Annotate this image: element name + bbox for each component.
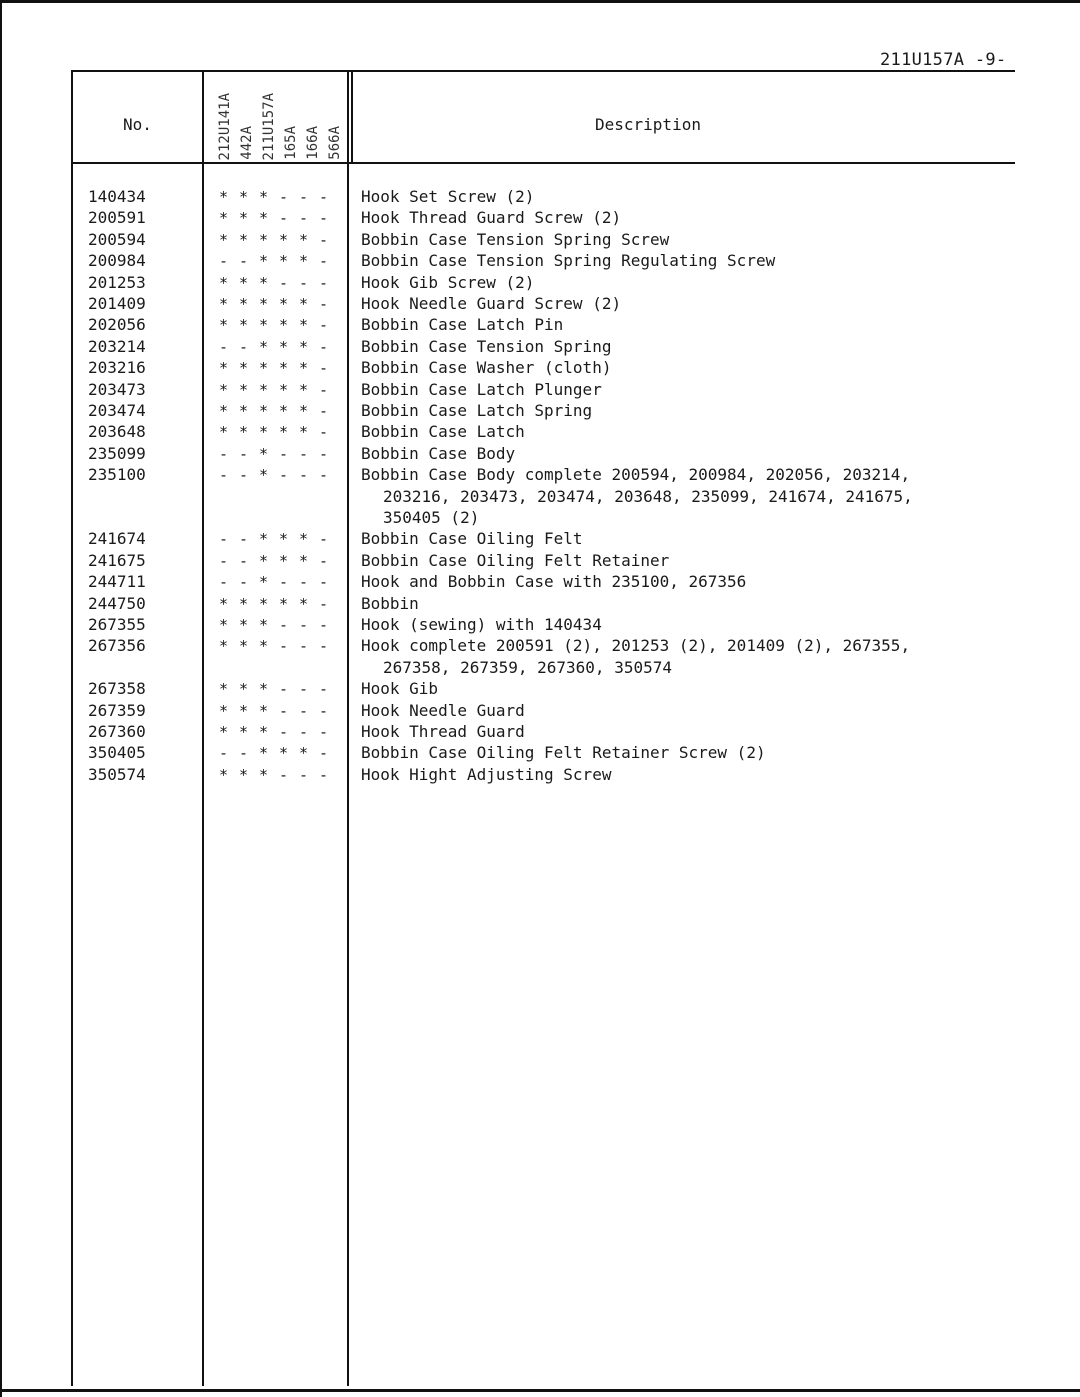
- model-label: 212U141A: [217, 92, 233, 160]
- model-label: 442A: [239, 126, 255, 160]
- applicability-mark: *: [259, 380, 269, 399]
- applicability-mark: *: [259, 359, 269, 378]
- header-models: [216, 80, 346, 160]
- applicability-mark: *: [239, 316, 249, 335]
- part-description: Hook Needle Guard Screw (2): [361, 294, 622, 313]
- applicability-mark: *: [299, 359, 309, 378]
- applicability-mark: *: [259, 273, 269, 292]
- header-description: Description: [595, 115, 701, 134]
- applicability-mark: -: [319, 594, 329, 613]
- applicability-mark: *: [239, 273, 249, 292]
- part-number: 202056: [88, 315, 146, 335]
- applicability-mark: *: [219, 616, 229, 634]
- column-divider-description-header: [351, 70, 353, 163]
- part-number: 241674: [88, 529, 146, 549]
- applicability-mark: *: [219, 209, 229, 228]
- applicability-mark: *: [239, 188, 249, 206]
- model-applicability: [219, 314, 339, 336]
- model-applicability: [219, 357, 339, 379]
- applicability-mark: -: [319, 680, 329, 699]
- applicability-mark: -: [319, 530, 329, 549]
- applicability-mark: -: [299, 188, 309, 206]
- part-number: 350574: [88, 764, 146, 784]
- applicability-mark: -: [299, 765, 309, 784]
- applicability-mark: *: [279, 230, 289, 249]
- applicability-mark: *: [299, 744, 309, 763]
- applicability-mark: -: [319, 423, 329, 442]
- applicability-mark: *: [219, 230, 229, 249]
- part-number: 267358: [88, 679, 146, 699]
- applicability-mark: *: [239, 616, 249, 634]
- part-number: 203214: [88, 336, 146, 356]
- part-description: Hook Thread Guard Screw (2): [361, 208, 622, 228]
- part-number: 267360: [88, 722, 146, 741]
- part-number: 267355: [88, 615, 146, 634]
- applicability-mark: *: [299, 230, 309, 249]
- model-applicability: [219, 229, 339, 251]
- applicability-mark: -: [319, 230, 329, 249]
- applicability-mark: *: [219, 273, 229, 292]
- applicability-mark: -: [279, 765, 289, 784]
- applicability-mark: *: [259, 466, 269, 485]
- applicability-mark: *: [259, 316, 269, 335]
- applicability-mark: *: [259, 594, 269, 613]
- applicability-mark: -: [279, 444, 289, 463]
- applicability-mark: -: [219, 551, 229, 570]
- applicability-mark: *: [259, 616, 269, 634]
- applicability-mark: *: [259, 701, 269, 720]
- part-description: Hook complete 200591 (2), 201253 (2), 201409 (2), 267355,: [361, 636, 911, 656]
- applicability-mark: *: [239, 594, 249, 613]
- model-applicability: [219, 571, 339, 593]
- applicability-mark: *: [279, 337, 289, 356]
- applicability-mark: -: [239, 573, 249, 592]
- part-number: 244711: [88, 572, 146, 592]
- applicability-mark: *: [259, 444, 269, 463]
- applicability-mark: -: [319, 188, 329, 206]
- applicability-mark: -: [299, 209, 309, 228]
- applicability-mark: *: [219, 380, 229, 399]
- applicability-mark: -: [239, 444, 249, 463]
- applicability-mark: -: [219, 744, 229, 763]
- part-description: Bobbin Case Body: [361, 443, 516, 463]
- applicability-mark: -: [299, 273, 309, 292]
- applicability-mark: *: [239, 723, 249, 741]
- applicability-mark: -: [319, 273, 329, 292]
- applicability-mark: -: [279, 616, 289, 634]
- part-number: 200591: [88, 208, 146, 228]
- part-description: Hook Set Screw (2): [361, 187, 535, 206]
- applicability-mark: -: [319, 637, 329, 656]
- applicability-mark: -: [279, 188, 289, 206]
- model-applicability: [219, 186, 339, 208]
- applicability-mark: *: [219, 359, 229, 378]
- applicability-mark: -: [279, 573, 289, 592]
- applicability-mark: -: [299, 680, 309, 699]
- applicability-mark: *: [239, 765, 249, 784]
- applicability-mark: -: [279, 209, 289, 228]
- applicability-mark: -: [319, 380, 329, 399]
- applicability-mark: -: [319, 551, 329, 570]
- part-description: Bobbin: [361, 593, 419, 613]
- part-description: Bobbin Case Oiling Felt Retainer: [361, 550, 670, 570]
- applicability-mark: *: [299, 295, 309, 313]
- model-applicability: [219, 207, 339, 229]
- column-divider-models: [202, 70, 204, 1386]
- part-number: 241675: [88, 550, 146, 570]
- model-applicability: [219, 550, 339, 572]
- applicability-mark: *: [259, 188, 269, 206]
- model-applicability: [219, 700, 339, 722]
- part-number: 203474: [88, 401, 146, 420]
- model-applicability: [219, 764, 339, 786]
- applicability-mark: -: [299, 637, 309, 656]
- applicability-mark: -: [319, 765, 329, 784]
- page-border-left: [0, 0, 2, 1397]
- applicability-mark: -: [239, 337, 249, 356]
- applicability-mark: *: [239, 295, 249, 313]
- part-description: Bobbin Case Oiling Felt: [361, 529, 583, 549]
- applicability-mark: *: [279, 380, 289, 399]
- applicability-mark: *: [219, 188, 229, 206]
- applicability-mark: -: [219, 466, 229, 485]
- model-applicability: [219, 250, 339, 272]
- applicability-mark: *: [259, 209, 269, 228]
- part-description: Hook Gib Screw (2): [361, 272, 535, 292]
- part-description: Bobbin Case Latch Pin: [361, 315, 564, 335]
- model-applicability: [219, 293, 339, 315]
- model-applicability: [219, 400, 339, 422]
- part-description: Hook Needle Guard: [361, 700, 525, 720]
- applicability-mark: -: [319, 359, 329, 378]
- applicability-mark: -: [319, 295, 329, 313]
- applicability-mark: *: [259, 295, 269, 313]
- applicability-mark: *: [239, 230, 249, 249]
- part-description: Hook Thread Guard: [361, 722, 525, 741]
- part-number: 235099: [88, 443, 146, 463]
- applicability-mark: *: [259, 765, 269, 784]
- applicability-mark: *: [219, 701, 229, 720]
- header-no: No.: [123, 115, 152, 134]
- applicability-mark: *: [279, 252, 289, 271]
- page-bottom-rule: [0, 1389, 1080, 1392]
- table-top-rule: [71, 70, 1015, 72]
- model-applicability: [219, 593, 339, 615]
- applicability-mark: *: [279, 295, 289, 313]
- model-applicability: [219, 678, 339, 700]
- applicability-mark: *: [219, 423, 229, 442]
- applicability-mark: *: [239, 701, 249, 720]
- part-description: Hook Hight Adjusting Screw: [361, 764, 612, 784]
- applicability-mark: -: [299, 573, 309, 592]
- applicability-mark: -: [319, 723, 329, 741]
- table-header-rule: [71, 162, 1015, 164]
- applicability-mark: -: [299, 701, 309, 720]
- applicability-mark: *: [279, 530, 289, 549]
- column-divider-description: [347, 70, 349, 1386]
- applicability-mark: *: [259, 723, 269, 741]
- model-applicability: [219, 443, 339, 465]
- model-applicability: [219, 742, 339, 764]
- page-border-top: [0, 0, 1080, 3]
- part-description: Bobbin Case Tension Spring Screw: [361, 229, 670, 249]
- applicability-mark: -: [299, 616, 309, 634]
- applicability-mark: *: [219, 637, 229, 656]
- applicability-mark: -: [219, 530, 229, 549]
- applicability-mark: *: [239, 380, 249, 399]
- applicability-mark: *: [259, 230, 269, 249]
- applicability-mark: -: [239, 252, 249, 271]
- part-description-continued: 203216, 203473, 203474, 203648, 235099, 241674, 241675,: [383, 486, 913, 506]
- part-number: 203473: [88, 379, 146, 399]
- applicability-mark: *: [219, 765, 229, 784]
- applicability-mark: *: [219, 316, 229, 335]
- part-description: Bobbin Case Latch Plunger: [361, 379, 602, 399]
- applicability-mark: *: [299, 316, 309, 335]
- part-number: 200594: [88, 229, 146, 249]
- model-applicability: [219, 614, 339, 636]
- part-description: Hook and Bobbin Case with 235100, 267356: [361, 572, 747, 592]
- applicability-mark: *: [279, 359, 289, 378]
- model-applicability: [219, 635, 339, 657]
- applicability-mark: -: [319, 252, 329, 271]
- part-number: 267359: [88, 700, 146, 720]
- part-description: Bobbin Case Body complete 200594, 200984, 202056, 203214,: [361, 465, 911, 485]
- applicability-mark: -: [319, 744, 329, 763]
- applicability-mark: -: [239, 466, 249, 485]
- part-description: Hook Gib: [361, 679, 439, 699]
- applicability-mark: *: [279, 551, 289, 570]
- model-label: 566A: [327, 126, 343, 160]
- applicability-mark: *: [259, 423, 269, 442]
- part-description: Hook (sewing) with 140434: [361, 615, 602, 634]
- part-description: Bobbin Case Tension Spring: [361, 336, 612, 356]
- model-label: 166A: [305, 126, 321, 160]
- applicability-mark: *: [219, 402, 229, 420]
- part-description-continued: 267358, 267359, 267360, 350574: [383, 657, 672, 677]
- applicability-mark: *: [299, 530, 309, 549]
- part-description: Bobbin Case Latch Spring: [361, 401, 593, 420]
- applicability-mark: -: [319, 444, 329, 463]
- model-applicability: [219, 721, 339, 743]
- applicability-mark: *: [279, 316, 289, 335]
- applicability-mark: *: [259, 573, 269, 592]
- part-number: 235100: [88, 465, 146, 485]
- applicability-mark: *: [259, 402, 269, 420]
- applicability-mark: *: [279, 423, 289, 442]
- part-number: 203216: [88, 358, 146, 378]
- applicability-mark: *: [239, 402, 249, 420]
- applicability-mark: *: [279, 744, 289, 763]
- applicability-mark: -: [239, 744, 249, 763]
- applicability-mark: -: [319, 337, 329, 356]
- part-number: 201253: [88, 272, 146, 292]
- applicability-mark: *: [239, 359, 249, 378]
- part-number: 201409: [88, 294, 146, 313]
- part-number: 350405: [88, 743, 146, 763]
- applicability-mark: -: [279, 637, 289, 656]
- part-description-continued: 350405 (2): [383, 508, 480, 527]
- applicability-mark: -: [219, 444, 229, 463]
- applicability-mark: *: [259, 551, 269, 570]
- applicability-mark: *: [239, 423, 249, 442]
- model-applicability: [219, 336, 339, 358]
- applicability-mark: -: [319, 573, 329, 592]
- applicability-mark: -: [319, 316, 329, 335]
- applicability-mark: *: [299, 594, 309, 613]
- applicability-mark: -: [299, 466, 309, 485]
- applicability-mark: -: [319, 402, 329, 420]
- model-applicability: [219, 528, 339, 550]
- applicability-mark: *: [239, 680, 249, 699]
- applicability-mark: *: [279, 402, 289, 420]
- applicability-mark: -: [319, 616, 329, 634]
- model-label: 165A: [283, 126, 299, 160]
- part-number: 203648: [88, 422, 146, 442]
- part-number: 200984: [88, 251, 146, 271]
- applicability-mark: -: [319, 209, 329, 228]
- applicability-mark: -: [279, 701, 289, 720]
- applicability-mark: *: [279, 594, 289, 613]
- applicability-mark: *: [259, 680, 269, 699]
- part-description: Bobbin Case Oiling Felt Retainer Screw (2): [361, 743, 766, 763]
- part-description: Bobbin Case Latch: [361, 422, 525, 442]
- applicability-mark: *: [259, 744, 269, 763]
- applicability-mark: *: [219, 723, 229, 741]
- model-applicability: [219, 272, 339, 294]
- applicability-mark: *: [219, 594, 229, 613]
- part-description: Bobbin Case Tension Spring Regulating Screw: [361, 251, 776, 271]
- applicability-mark: -: [279, 680, 289, 699]
- model-applicability: [219, 464, 339, 486]
- applicability-mark: *: [259, 530, 269, 549]
- applicability-mark: -: [279, 723, 289, 741]
- applicability-mark: *: [259, 337, 269, 356]
- part-number: 140434: [88, 187, 146, 206]
- applicability-mark: -: [279, 466, 289, 485]
- applicability-mark: *: [299, 423, 309, 442]
- model-applicability: [219, 379, 339, 401]
- applicability-mark: -: [319, 701, 329, 720]
- page-number: 211U157A -9-: [880, 50, 1007, 70]
- applicability-mark: *: [299, 551, 309, 570]
- part-number: 244750: [88, 593, 146, 613]
- applicability-mark: *: [219, 295, 229, 313]
- part-number: 267356: [88, 636, 146, 656]
- applicability-mark: *: [299, 402, 309, 420]
- applicability-mark: *: [239, 209, 249, 228]
- applicability-mark: -: [239, 551, 249, 570]
- applicability-mark: -: [219, 573, 229, 592]
- applicability-mark: *: [239, 637, 249, 656]
- applicability-mark: *: [299, 252, 309, 271]
- model-applicability: [219, 421, 339, 443]
- applicability-mark: -: [299, 723, 309, 741]
- applicability-mark: *: [219, 680, 229, 699]
- table-left-rule: [71, 70, 73, 1386]
- part-description: Bobbin Case Washer (cloth): [361, 358, 612, 378]
- applicability-mark: -: [299, 444, 309, 463]
- applicability-mark: -: [219, 337, 229, 356]
- applicability-mark: -: [319, 466, 329, 485]
- applicability-mark: *: [259, 252, 269, 271]
- applicability-mark: -: [239, 530, 249, 549]
- applicability-mark: -: [279, 273, 289, 292]
- model-label: 211U157A: [261, 92, 277, 160]
- applicability-mark: -: [219, 252, 229, 271]
- applicability-mark: *: [299, 337, 309, 356]
- applicability-mark: *: [299, 380, 309, 399]
- applicability-mark: *: [259, 637, 269, 656]
